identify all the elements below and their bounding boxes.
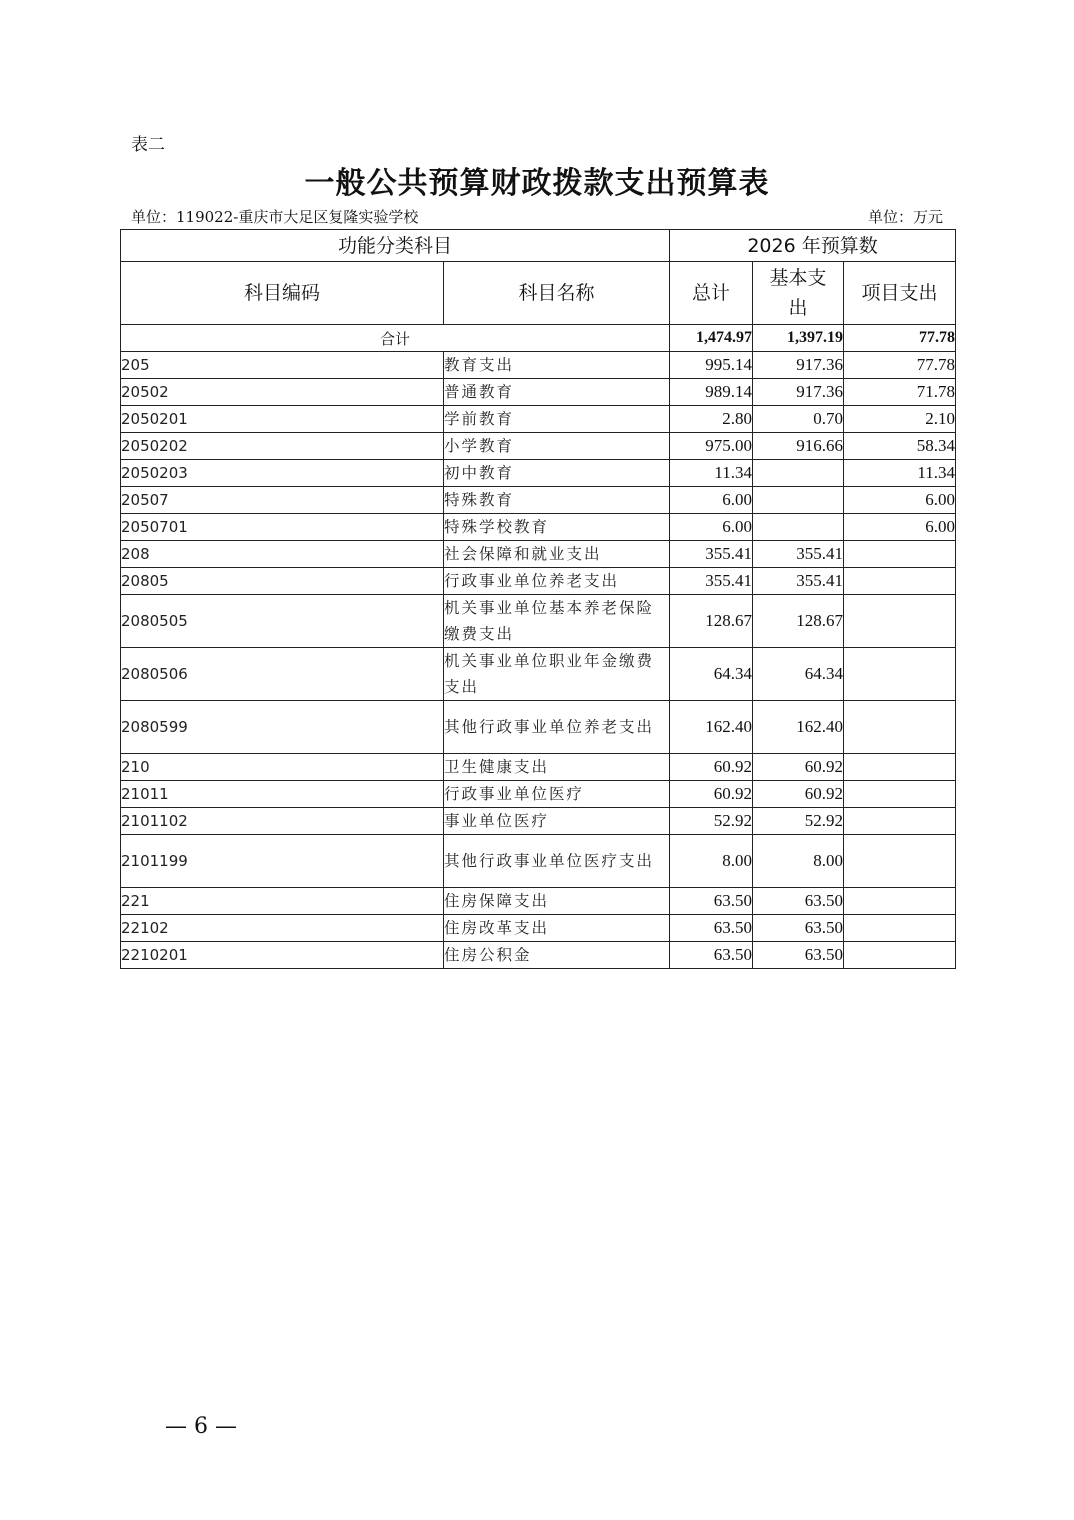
cell-total: 63.50 bbox=[670, 942, 753, 969]
cell-project: 11.34 bbox=[844, 460, 956, 487]
cell-total: 355.41 bbox=[670, 541, 753, 568]
total-project: 77.78 bbox=[844, 325, 956, 352]
cell-basic: 63.50 bbox=[753, 942, 844, 969]
cell-basic: 916.66 bbox=[753, 433, 844, 460]
cell-project bbox=[844, 541, 956, 568]
cell-name: 行政事业单位医疗 bbox=[444, 781, 670, 808]
cell-total: 975.00 bbox=[670, 433, 753, 460]
cell-code: 21011 bbox=[121, 781, 444, 808]
cell-code: 2080506 bbox=[121, 648, 444, 701]
header-row-2 bbox=[121, 262, 956, 325]
cell-total: 63.50 bbox=[670, 888, 753, 915]
cell-project bbox=[844, 888, 956, 915]
table-label: 表二 bbox=[131, 135, 165, 155]
cell-basic bbox=[753, 514, 844, 541]
cell-name: 机关事业单位职业年金缴费支出 bbox=[444, 648, 670, 701]
cell-code: 20805 bbox=[121, 568, 444, 595]
cell-name: 学前教育 bbox=[444, 406, 670, 433]
cell-total: 63.50 bbox=[670, 915, 753, 942]
cell-code: 2050701 bbox=[121, 514, 444, 541]
cell-basic: 60.92 bbox=[753, 781, 844, 808]
total-label: 合计 bbox=[121, 325, 670, 352]
cell-total: 162.40 bbox=[670, 701, 753, 754]
cell-project bbox=[844, 915, 956, 942]
table-row bbox=[121, 514, 956, 541]
cell-code: 221 bbox=[121, 888, 444, 915]
cell-name: 其他行政事业单位养老支出 bbox=[444, 701, 670, 754]
cell-total: 6.00 bbox=[670, 514, 753, 541]
cell-total: 989.14 bbox=[670, 379, 753, 406]
cell-total: 11.34 bbox=[670, 460, 753, 487]
cell-name: 特殊学校教育 bbox=[444, 514, 670, 541]
cell-total: 52.92 bbox=[670, 808, 753, 835]
cell-project bbox=[844, 835, 956, 888]
table-row bbox=[121, 487, 956, 514]
cell-basic: 63.50 bbox=[753, 888, 844, 915]
cell-name: 事业单位医疗 bbox=[444, 808, 670, 835]
cell-project: 58.34 bbox=[844, 433, 956, 460]
unit-currency: 单位：万元 bbox=[867, 208, 943, 226]
header-name: 科目名称 bbox=[444, 262, 670, 325]
cell-basic bbox=[753, 487, 844, 514]
cell-total: 64.34 bbox=[670, 648, 753, 701]
cell-total: 60.92 bbox=[670, 781, 753, 808]
cell-code: 208 bbox=[121, 541, 444, 568]
cell-basic: 162.40 bbox=[753, 701, 844, 754]
cell-name: 行政事业单位养老支出 bbox=[444, 568, 670, 595]
cell-total: 60.92 bbox=[670, 754, 753, 781]
cell-total: 6.00 bbox=[670, 487, 753, 514]
cell-basic: 917.36 bbox=[753, 352, 844, 379]
cell-name: 卫生健康支出 bbox=[444, 754, 670, 781]
table-row bbox=[121, 701, 956, 754]
header-basic: 基本支出 bbox=[753, 262, 844, 325]
table-row bbox=[121, 942, 956, 969]
cell-basic: 52.92 bbox=[753, 808, 844, 835]
table-row bbox=[121, 406, 956, 433]
cell-code: 210 bbox=[121, 754, 444, 781]
table-row bbox=[121, 568, 956, 595]
header-row-1 bbox=[121, 230, 956, 262]
table-row bbox=[121, 781, 956, 808]
total-row bbox=[121, 325, 956, 352]
total-total: 1,474.97 bbox=[670, 325, 753, 352]
cell-basic: 63.50 bbox=[753, 915, 844, 942]
cell-code: 205 bbox=[121, 352, 444, 379]
cell-project bbox=[844, 648, 956, 701]
cell-code: 2210201 bbox=[121, 942, 444, 969]
cell-project bbox=[844, 781, 956, 808]
cell-code: 2050202 bbox=[121, 433, 444, 460]
cell-name: 初中教育 bbox=[444, 460, 670, 487]
header-code: 科目编码 bbox=[121, 262, 444, 325]
table-row bbox=[121, 352, 956, 379]
cell-name: 住房改革支出 bbox=[444, 915, 670, 942]
cell-project bbox=[844, 754, 956, 781]
cell-total: 128.67 bbox=[670, 595, 753, 648]
cell-total: 355.41 bbox=[670, 568, 753, 595]
cell-name: 住房公积金 bbox=[444, 942, 670, 969]
cell-name: 普通教育 bbox=[444, 379, 670, 406]
cell-basic: 355.41 bbox=[753, 541, 844, 568]
cell-name: 小学教育 bbox=[444, 433, 670, 460]
cell-code: 2101102 bbox=[121, 808, 444, 835]
cell-code: 2080505 bbox=[121, 595, 444, 648]
cell-basic: 8.00 bbox=[753, 835, 844, 888]
cell-total: 2.80 bbox=[670, 406, 753, 433]
table-row bbox=[121, 835, 956, 888]
cell-basic: 60.92 bbox=[753, 754, 844, 781]
cell-project bbox=[844, 568, 956, 595]
cell-code: 22102 bbox=[121, 915, 444, 942]
header-total: 总计 bbox=[670, 262, 753, 325]
table-row bbox=[121, 915, 956, 942]
cell-basic: 64.34 bbox=[753, 648, 844, 701]
table-row bbox=[121, 460, 956, 487]
unit-organization: 单位：119022-重庆市大足区复隆实验学校 bbox=[131, 208, 419, 226]
budget-table bbox=[120, 229, 956, 969]
cell-basic: 355.41 bbox=[753, 568, 844, 595]
cell-project bbox=[844, 701, 956, 754]
cell-code: 2050201 bbox=[121, 406, 444, 433]
cell-name: 教育支出 bbox=[444, 352, 670, 379]
cell-project bbox=[844, 808, 956, 835]
cell-project: 2.10 bbox=[844, 406, 956, 433]
table-row bbox=[121, 595, 956, 648]
cell-project: 77.78 bbox=[844, 352, 956, 379]
cell-project bbox=[844, 595, 956, 648]
header-budget-year: 2026 年预算数 bbox=[670, 230, 956, 262]
cell-project bbox=[844, 942, 956, 969]
cell-project: 6.00 bbox=[844, 514, 956, 541]
cell-project: 71.78 bbox=[844, 379, 956, 406]
header-func-class: 功能分类科目 bbox=[121, 230, 670, 262]
cell-code: 20507 bbox=[121, 487, 444, 514]
cell-basic: 917.36 bbox=[753, 379, 844, 406]
cell-name: 社会保障和就业支出 bbox=[444, 541, 670, 568]
cell-basic bbox=[753, 460, 844, 487]
total-basic: 1,397.19 bbox=[753, 325, 844, 352]
table-row bbox=[121, 808, 956, 835]
table-row bbox=[121, 754, 956, 781]
cell-name: 特殊教育 bbox=[444, 487, 670, 514]
cell-project: 6.00 bbox=[844, 487, 956, 514]
table-row bbox=[121, 648, 956, 701]
cell-name: 住房保障支出 bbox=[444, 888, 670, 915]
cell-code: 2080599 bbox=[121, 701, 444, 754]
cell-code: 2101199 bbox=[121, 835, 444, 888]
table-row bbox=[121, 541, 956, 568]
cell-name: 其他行政事业单位医疗支出 bbox=[444, 835, 670, 888]
cell-name: 机关事业单位基本养老保险缴费支出 bbox=[444, 595, 670, 648]
cell-basic: 128.67 bbox=[753, 595, 844, 648]
cell-total: 8.00 bbox=[670, 835, 753, 888]
table-row bbox=[121, 433, 956, 460]
cell-code: 20502 bbox=[121, 379, 444, 406]
page-number: — 6 — bbox=[165, 1414, 237, 1439]
header-project: 项目支出 bbox=[844, 262, 956, 325]
table-row bbox=[121, 379, 956, 406]
document-title: 一般公共预算财政拨款支出预算表 bbox=[304, 166, 770, 201]
cell-total: 995.14 bbox=[670, 352, 753, 379]
table-row bbox=[121, 888, 956, 915]
cell-basic: 0.70 bbox=[753, 406, 844, 433]
cell-code: 2050203 bbox=[121, 460, 444, 487]
